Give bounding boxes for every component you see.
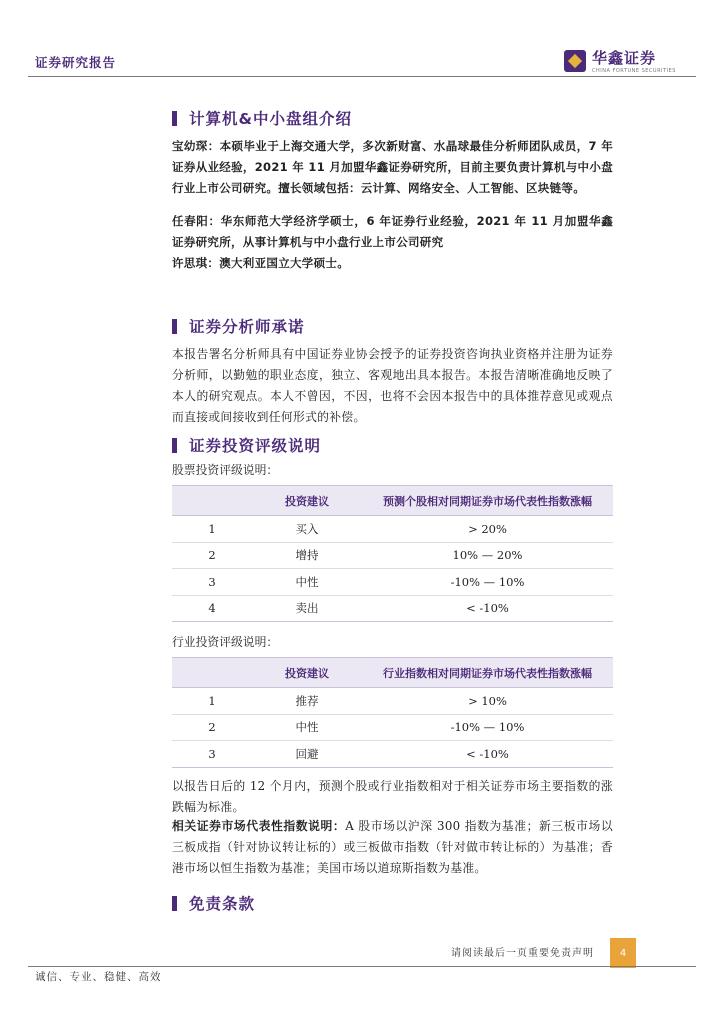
- table-header-row: [172, 658, 613, 688]
- rating-period-note: 以报告日后的 12 个月内，预测个股或行业指数相对于相关证券市场主要指数的涨跌幅为标准。: [172, 779, 613, 814]
- section-title-rating: [172, 434, 321, 456]
- table-cell: 1: [172, 516, 252, 543]
- table-header-cell: 预测个股相对同期证券市场代表性指数涨幅: [362, 486, 613, 516]
- table-cell: 买入: [252, 516, 362, 543]
- section-bar-icon: [172, 319, 177, 334]
- section-title-commitment: [172, 315, 305, 337]
- section-title-disclaimer: [172, 892, 255, 914]
- table-cell: 卖出: [252, 595, 362, 622]
- section-title-team: [172, 107, 352, 129]
- header-label: 证券研究报告: [35, 55, 117, 70]
- section-title-text: 免责条款: [189, 895, 256, 913]
- table-cell: > 10%: [362, 688, 613, 715]
- table-cell: 4: [172, 595, 252, 622]
- section-title-text: 计算机&中小盘组介绍: [189, 110, 353, 128]
- team-member-1: [172, 136, 613, 199]
- member-name: 任春阳：: [172, 214, 221, 228]
- table-cell: 3: [172, 741, 252, 768]
- table-cell: 回避: [252, 741, 362, 768]
- table-row: [172, 595, 613, 622]
- member-bio: 华东师范大学经济学硕士，6 年证券行业经验，2021 年 11 月加盟华鑫证券研究所，从事计算机与中小盘行业上市公司研究: [172, 214, 614, 249]
- table-cell: 推荐: [252, 688, 362, 715]
- industry-rating-table: [172, 657, 613, 768]
- table-header-cell: 行业指数相对同期证券市场代表性指数涨幅: [362, 658, 613, 688]
- commitment-text: 本报告署名分析师具有中国证券业协会授予的证券投资咨询执业资格并注册为证券分析师，以勤勉的职业态度，独立、客观地出具本报告。本报告清晰准确地反映了本人的研究观点。本人不曾因，不因，也将不会因本报告中的具体推荐意见或观点而直接或间接收到任何形式的补偿。: [172, 347, 613, 424]
- table-row: [172, 688, 613, 715]
- header-divider: [28, 76, 696, 77]
- table-cell: -10% — 10%: [362, 714, 613, 741]
- table-header-cell: 投资建议: [252, 658, 362, 688]
- table-cell: < -10%: [362, 741, 613, 768]
- logo-english-name: CHINA FORTUNE SECURITIES: [592, 68, 676, 74]
- table-cell: 2: [172, 542, 252, 569]
- page-number: 4: [610, 938, 636, 968]
- team-member-2: [172, 211, 613, 253]
- section-title-text: 证券投资评级说明: [189, 437, 322, 455]
- table-row: [172, 714, 613, 741]
- table-cell: 中性: [252, 569, 362, 596]
- stock-rating-table: [172, 485, 613, 622]
- table-row: [172, 542, 613, 569]
- section-bar-icon: [172, 111, 177, 126]
- member-bio: 澳大利亚国立大学硕士。: [219, 256, 350, 270]
- table-cell: 增持: [252, 542, 362, 569]
- member-name: 宝幼琛：: [172, 139, 220, 153]
- table-header-row: [172, 486, 613, 516]
- member-name: 许思琪：: [172, 256, 220, 270]
- table-header-cell: [172, 658, 252, 688]
- table-cell: 3: [172, 569, 252, 596]
- index-note: [172, 816, 613, 879]
- table-cell: < -10%: [362, 595, 613, 622]
- index-note-label: 相关证券市场代表性指数说明：: [172, 819, 346, 833]
- industry-rating-caption: 行业投资评级说明：: [172, 635, 279, 649]
- index-note-text: A 股市场以沪深 300 指数为基准；新三板市场以三板成指（针对协议转让标的）或三板做市指数（针对做市转让标的）为基准；香港市场以恒生指数为基准；美国市场以道琼斯指数为基准。: [172, 819, 614, 875]
- table-row: [172, 741, 613, 768]
- table-row: [172, 516, 613, 543]
- section-bar-icon: [172, 438, 177, 453]
- table-cell: -10% — 10%: [362, 569, 613, 596]
- member-bio: 本硕毕业于上海交通大学，多次新财富、水晶球最佳分析师团队成员，7 年证券从业经验，2021 年 11 月加盟华鑫证券研究所，目前主要负责计算机与中小盘行业上市公司研究。擅长领域包括：云计算、网络安全、人工智能、区块链等。: [172, 139, 614, 195]
- company-logo: [564, 47, 676, 74]
- table-row: [172, 569, 613, 596]
- table-cell: > 20%: [362, 516, 613, 543]
- section-bar-icon: [172, 896, 177, 911]
- table-cell: 10% — 20%: [362, 542, 613, 569]
- table-cell: 1: [172, 688, 252, 715]
- section-title-text: 证券分析师承诺: [189, 318, 305, 336]
- logo-mark-icon: [564, 50, 586, 72]
- footer-divider: [28, 966, 696, 967]
- footer-slogan: 诚信、专业、稳健、高效: [35, 971, 162, 983]
- footer-disclaimer-note: 请阅读最后一页重要免责声明: [451, 948, 594, 959]
- table-cell: 2: [172, 714, 252, 741]
- stock-rating-caption: 股票投资评级说明：: [172, 463, 279, 477]
- logo-chinese-name: 华鑫证券: [592, 49, 657, 67]
- table-header-cell: [172, 486, 252, 516]
- table-header-cell: 投资建议: [252, 486, 362, 516]
- team-member-3: [172, 253, 613, 274]
- table-cell: 中性: [252, 714, 362, 741]
